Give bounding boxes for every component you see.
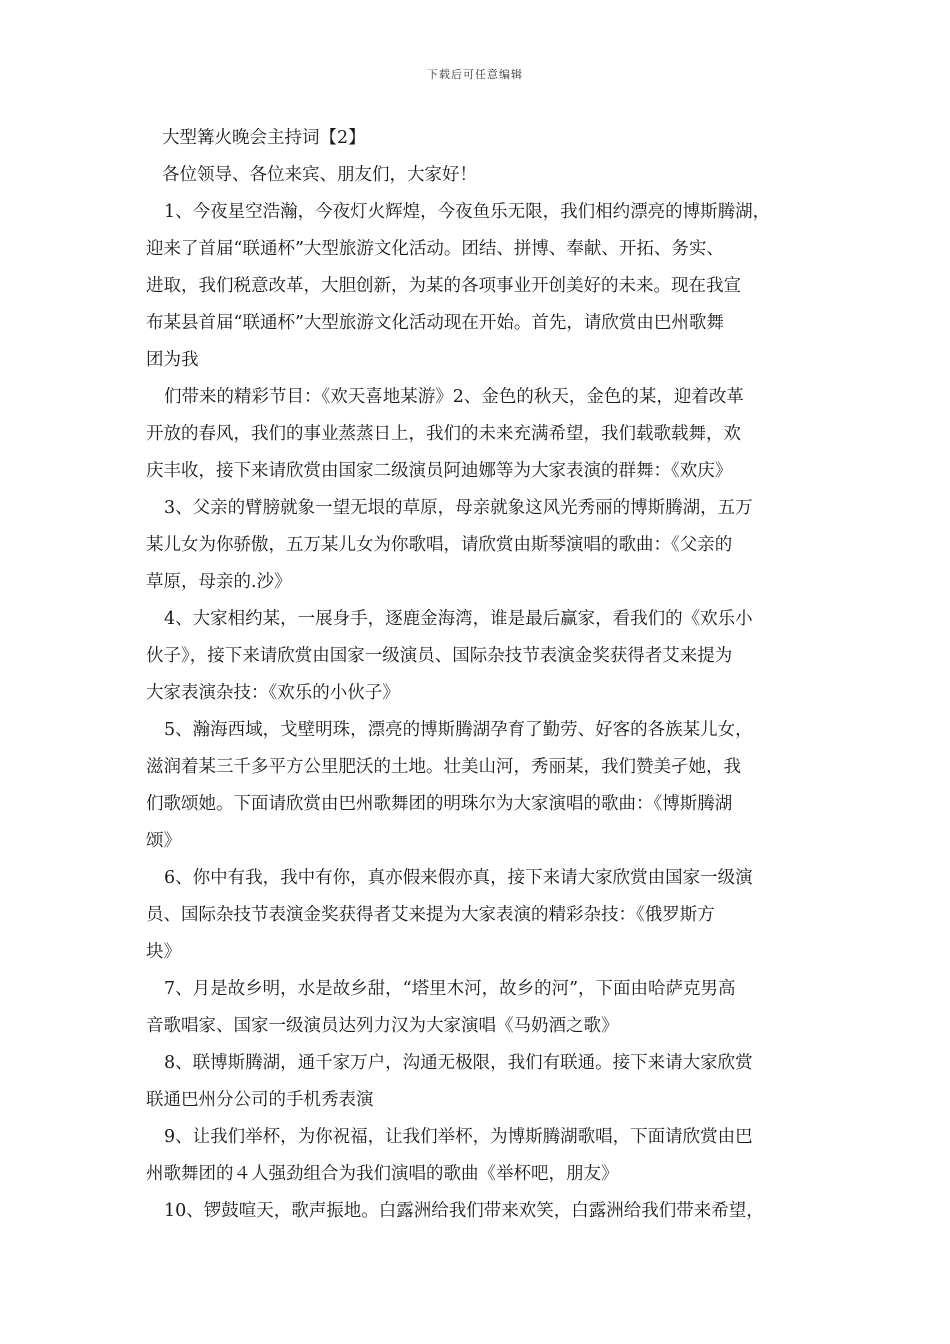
document-body bbox=[146, 120, 826, 1230]
paragraph-line: 音歌唱家、国家一级演员达列力汉为大家演唱《马奶酒之歌》 bbox=[146, 1016, 619, 1036]
paragraph bbox=[146, 490, 826, 601]
paragraph bbox=[146, 971, 826, 1045]
paragraph-line: 颂》 bbox=[146, 831, 181, 851]
paragraph-first-line: 4、大家相约某，一展身手，逐鹿金海湾，谁是最后赢家，看我们的《欢乐小 bbox=[164, 609, 753, 629]
paragraph-line: 某儿女为你骄傲，五万某儿女为你歌唱，请欣赏由斯琴演唱的歌曲：《父亲的 bbox=[146, 535, 733, 555]
paragraph-line: 草原，母亲的.沙》 bbox=[146, 572, 292, 592]
paragraph-first-line: 5、瀚海西域，戈壁明珠，漂亮的博斯腾湖孕育了勤劳、好客的各族某儿女， bbox=[164, 720, 753, 740]
paragraph-line: 联通巴州分公司的手机秀表演 bbox=[146, 1090, 374, 1110]
paragraph bbox=[146, 860, 826, 971]
paragraph-line: 员、国际杂技节表演金奖获得者艾来提为大家表演的精彩杂技：《俄罗斯方 bbox=[146, 905, 715, 925]
paragraph bbox=[146, 1119, 826, 1193]
paragraph-first-line: 8、联博斯腾湖，通千家万户，沟通无极限，我们有联通。接下来请大家欣赏 bbox=[164, 1053, 753, 1073]
paragraph-line: 们歌颂她。下面请欣赏由巴州歌舞团的明珠尔为大家演唱的歌曲：《博斯腾湖 bbox=[146, 794, 733, 814]
paragraph bbox=[146, 712, 826, 860]
paragraph-line: 块》 bbox=[146, 942, 181, 962]
paragraph-line: 布某县首届“联通杯”大型旅游文化活动现在开始。首先，请欣赏由巴州歌舞 bbox=[146, 313, 724, 333]
paragraph-line: 州歌舞团的４人强劲组合为我们演唱的歌曲《举杯吧，朋友》 bbox=[146, 1164, 619, 1184]
paragraph bbox=[146, 194, 826, 379]
paragraph bbox=[146, 601, 826, 712]
paragraph-line: 伙子》，接下来请欣赏由国家一级演员、国际杂技节表演金奖获得者艾来提为 bbox=[146, 646, 733, 666]
paragraph-first-line: 6、你中有我，我中有你，真亦假来假亦真，接下来请大家欣赏由国家一级演 bbox=[164, 868, 753, 888]
greeting-line: 各位领导、各位来宾、朋友们，大家好！ bbox=[162, 165, 477, 185]
paragraph-line: 滋润着某三千多平方公里肥沃的土地。壮美山河，秀丽某，我们赞美孑她，我 bbox=[146, 757, 741, 777]
paragraph bbox=[146, 1193, 826, 1230]
page-header: 下载后可任意编辑 bbox=[427, 68, 523, 81]
paragraph bbox=[146, 1045, 826, 1119]
paragraph bbox=[146, 379, 826, 490]
paragraph-line: 团为我 bbox=[146, 350, 199, 370]
document-title: 大型篝火晚会主持词【2】 bbox=[162, 128, 366, 148]
paragraph-line: 开放的春风，我们的事业蒸蒸日上，我们的未来充满希望，我们载歌载舞，欢 bbox=[146, 424, 741, 444]
paragraph-list bbox=[146, 194, 826, 1230]
paragraph-first-line: 10、锣鼓喧天，歌声振地。白露洲给我们带来欢笑，白露洲给我们带来希望， bbox=[164, 1201, 764, 1221]
paragraph-first-line: 3、父亲的臂膀就象一望无垠的草原，母亲就象这风光秀丽的博斯腾湖，五万 bbox=[164, 498, 753, 518]
paragraph-line: 庆丰收，接下来请欣赏由国家二级演员阿迪娜等为大家表演的群舞：《欢庆》 bbox=[146, 461, 733, 481]
paragraph-line: 迎来了首届“联通杯”大型旅游文化活动。团结、拼博、奉献、开拓、务实、 bbox=[146, 239, 724, 259]
paragraph-first-line: 1、今夜星空浩瀚，今夜灯火辉煌，今夜鱼乐无限，我们相约漂亮的博斯腾湖， bbox=[164, 202, 771, 222]
paragraph-line: 进取，我们税意改革，大胆创新，为某的各项事业开创美好的未来。现在我宣 bbox=[146, 276, 741, 296]
paragraph-line: 大家表演杂技：《欢乐的小伙子》 bbox=[146, 683, 400, 703]
paragraph-first-line: 们带来的精彩节目：《欢天喜地某游》2、金色的秋天，金色的某，迎着改革 bbox=[164, 387, 744, 407]
paragraph-first-line: 7、月是故乡明，水是故乡甜，“塔里木河，故乡的河”，下面由哈萨克男高 bbox=[164, 979, 736, 999]
paragraph-first-line: 9、让我们举杯，为你祝福，让我们举杯，为博斯腾湖歌唱，下面请欣赏由巴 bbox=[164, 1127, 753, 1147]
